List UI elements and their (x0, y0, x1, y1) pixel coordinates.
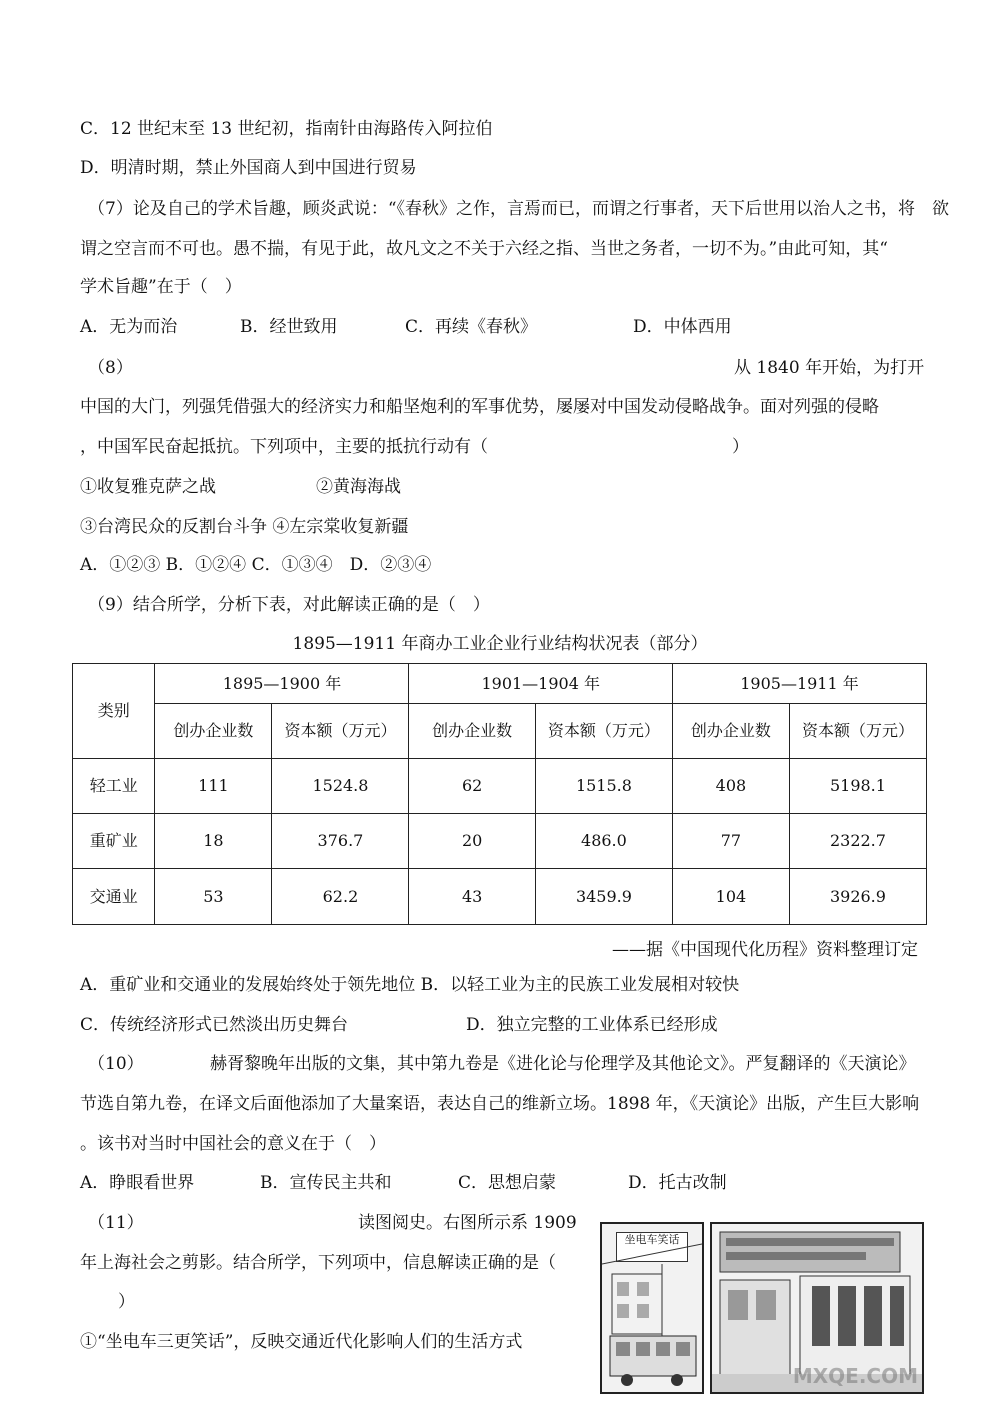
q9-option-d: D．独立完整的工业体系已经形成 (466, 1015, 718, 1035)
q7-option-a: A．无为而治 (80, 317, 178, 337)
table-cell: 104 (672, 869, 789, 925)
table-cell: 18 (155, 814, 272, 869)
q10-option-c: C．思想启蒙 (458, 1173, 557, 1193)
table-cell: 1524.8 (272, 759, 409, 814)
q8-number: （8） (88, 358, 133, 378)
q7-line-2: 谓之空言而不可也。愚不揣，有见于此，故凡文之不关于六经之指、当世之务者，一切不为。”由此可知，其“ (80, 239, 888, 259)
sub-header: 创办企业数 (409, 704, 535, 759)
row-label: 轻工业 (73, 759, 155, 814)
q11-line-3: ） (118, 1292, 135, 1312)
q8-item-2: ②黄海海战 (316, 477, 401, 497)
table-cell: 43 (409, 869, 535, 925)
tram-illustration (600, 1222, 704, 1394)
table-cell: 486.0 (535, 814, 672, 869)
q9-options-ab: A．重矿业和交通业的发展始终处于领先地位 B．以轻工业为主的民族工业发展相对较快 (80, 975, 740, 995)
q8-line-3: ，中国军民奋起抵抗。下列项中，主要的抵抗行动有（ (80, 437, 488, 457)
q11-number: （11） (88, 1213, 144, 1233)
sub-header: 资本额（万元） (535, 704, 672, 759)
sub-header: 创办企业数 (155, 704, 272, 759)
table-cell: 3459.9 (535, 869, 672, 925)
q10-option-a: A．睁眼看世界 (80, 1173, 195, 1193)
q7-line-1: （7）论及自己的学术旨趣，顾炎武说：“《春秋》之作，言焉而已，而谓之行事者，天下后世用以治人之书，将 欲 (88, 199, 950, 219)
watermark-text: MXQE.COM (792, 1364, 918, 1388)
table-cell: 408 (672, 759, 789, 814)
tram-drawing (602, 1224, 702, 1392)
q8-item-1: ①收复雅克萨之战 (80, 477, 216, 497)
q10-options (80, 1172, 727, 1194)
sub-header: 创办企业数 (672, 704, 789, 759)
q9-option-c: C．传统经济形式已然淡出历史舞台 (80, 1015, 349, 1035)
illustration-sign: 坐电车笑话 (616, 1232, 688, 1262)
table-cell: 2322.7 (789, 814, 926, 869)
q8-items-3-4: ③台湾民众的反割台斗争 ④左宗棠收复新疆 (80, 517, 409, 537)
table-cell: 1515.8 (535, 759, 672, 814)
row-label: 交通业 (73, 869, 155, 925)
q10-number: （10） (88, 1054, 144, 1074)
sub-header: 资本额（万元） (272, 704, 409, 759)
table-cell: 5198.1 (789, 759, 926, 814)
table-row (73, 869, 927, 925)
period-header: 1895—1900 年 (155, 664, 409, 704)
q10-line-3: 。该书对当时中国社会的意义在于（ ） (80, 1134, 386, 1154)
q7-option-c: C．再续《春秋》 (405, 317, 538, 337)
q8-options: A．①②③ B．①②④ C．①③④ D．②③④ (80, 555, 432, 575)
q10-line-2: 节选自第九卷，在译文后面他添加了大量案语，表达自己的维新立场。1898 年，《天演论》出版，产生巨大影响 (80, 1094, 920, 1114)
q11-item-1: ①“坐电车三更笑话”，反映交通近代化影响人们的生活方式 (80, 1332, 523, 1352)
enterprise-table (72, 663, 927, 925)
q7-line-3: 学术旨趣”在于（ ） (80, 277, 242, 297)
sub-header: 资本额（万元） (789, 704, 926, 759)
table-cell: 62 (409, 759, 535, 814)
table-cell: 62.2 (272, 869, 409, 925)
q8-line-2: 中国的大门，列强凭借强大的经济实力和船坚炮利的军事优势，屡屡对中国发动侵略战争。面对列强的侵略 (80, 397, 879, 417)
q7-option-b: B．经世致用 (240, 317, 338, 337)
q9-line-1: （9）结合所学，分析下表，对此解读正确的是（ ） (88, 595, 490, 615)
q10-option-b: B．宣传民主共和 (260, 1173, 392, 1193)
q8-line-1: 从 1840 年开始，为打开 (734, 358, 925, 378)
table-cell: 77 (672, 814, 789, 869)
q10-line-1: 赫胥黎晚年出版的文集，其中第九卷是《进化论与伦理学及其他论文》。严复翻译的《天演论》 (210, 1054, 916, 1074)
q11-line-1: 读图阅史。右图所示系 1909 (358, 1213, 577, 1233)
q7-option-d: D．中体西用 (633, 317, 732, 337)
table-cell: 376.7 (272, 814, 409, 869)
table-source: ——据《中国现代化历程》资料整理订定 (612, 940, 918, 960)
option-d-q6: D．明清时期，禁止外国商人到中国进行贸易 (80, 158, 417, 178)
table-cell: 53 (155, 869, 272, 925)
table-row (73, 759, 927, 814)
category-header: 类别 (73, 664, 155, 759)
row-label: 重矿业 (73, 814, 155, 869)
table-title: 1895—1911 年商办工业企业行业结构状况表（部分） (292, 634, 708, 654)
period-header: 1905—1911 年 (672, 664, 926, 704)
q8-line-3-paren: ） (732, 437, 749, 457)
street-illustration (710, 1222, 924, 1394)
q7-options (80, 316, 732, 338)
option-c-q6: C．12 世纪末至 13 世纪初，指南针由海路传入阿拉伯 (80, 119, 493, 139)
period-header: 1901—1904 年 (409, 664, 672, 704)
table-cell: 20 (409, 814, 535, 869)
q11-line-2: 年上海社会之剪影。结合所学，下列项中，信息解读正确的是（ (80, 1253, 556, 1273)
table-row (73, 814, 927, 869)
q10-option-d: D．托古改制 (628, 1173, 727, 1193)
table-cell: 3926.9 (789, 869, 926, 925)
table-cell: 111 (155, 759, 272, 814)
